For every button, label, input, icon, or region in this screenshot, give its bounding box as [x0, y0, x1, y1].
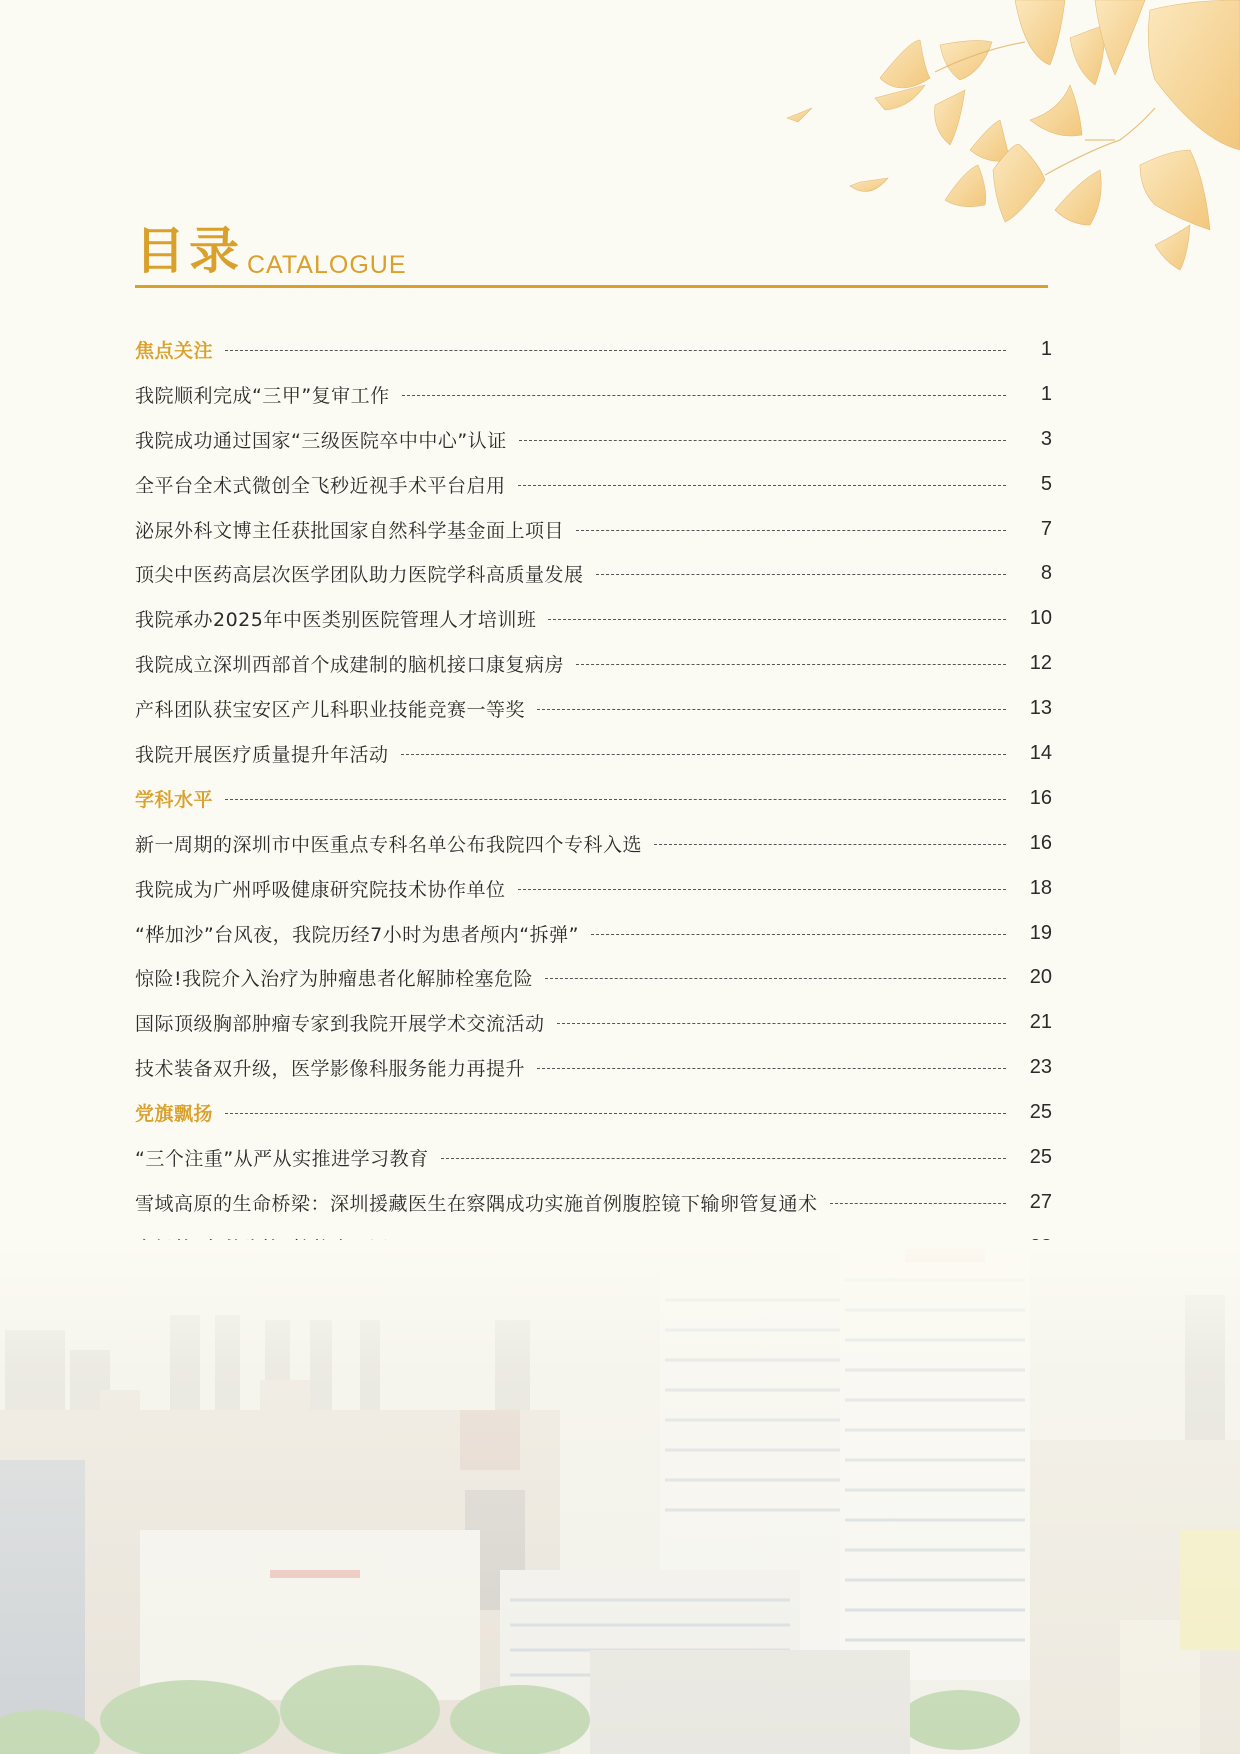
toc-label: 全平台全术式微创全飞秒近视手术平台启用: [135, 474, 506, 497]
dot-leader: [576, 664, 1006, 665]
table-of-contents: [135, 327, 1052, 1270]
toc-item[interactable]: [135, 596, 1052, 641]
toc-label: 我院成功通过国家“三级医院卒中中心”认证: [135, 429, 507, 452]
dot-leader: [225, 799, 1006, 800]
dot-leader: [591, 934, 1006, 935]
toc-label: 顶尖中医药高层次医学团队助力医院学科高质量发展: [135, 564, 584, 587]
toc-page-number: 14: [1029, 741, 1052, 764]
page-subtitle: CATALOGUE: [247, 251, 407, 279]
toc-label: 焦点关注: [135, 339, 214, 362]
toc-item[interactable]: [135, 1135, 1052, 1180]
toc-label: 学科水平: [135, 788, 214, 811]
toc-label: 泌尿外科文博主任获批国家自然科学基金面上项目: [135, 519, 565, 542]
dot-leader: [518, 889, 1006, 890]
toc-page-number: 27: [1029, 1190, 1052, 1213]
toc-page-number: 12: [1029, 652, 1052, 675]
hospital-cityscape-photo: [0, 1240, 1240, 1754]
dot-leader: [401, 754, 1006, 755]
dot-leader: [402, 395, 1006, 396]
toc-label: “桦加沙”台风夜，我院历经7小时为患者颅内“拆弹”: [135, 923, 579, 946]
dot-leader: [548, 619, 1006, 620]
dot-leader: [545, 978, 1006, 979]
toc-item[interactable]: [135, 821, 1052, 866]
toc-item[interactable]: [135, 731, 1052, 776]
toc-page-number: 16: [1029, 831, 1052, 854]
dot-leader: [519, 440, 1006, 441]
dot-leader: [596, 574, 1006, 575]
toc-item[interactable]: [135, 911, 1052, 956]
dot-leader: [441, 1158, 1006, 1159]
toc-page-number: 25: [1029, 1101, 1052, 1124]
toc-page-number: 21: [1029, 1011, 1052, 1034]
toc-label: 我院承办2025年中医类别医院管理人才培训班: [135, 609, 537, 632]
toc-page-number: 16: [1029, 786, 1052, 809]
toc-label: 党旗飘扬: [135, 1103, 214, 1126]
toc-item[interactable]: [135, 1180, 1052, 1225]
catalogue-header: [135, 222, 1048, 292]
toc-label: 新一周期的深圳市中医重点专科名单公布我院四个专科入选: [135, 833, 643, 856]
dot-leader: [225, 350, 1006, 351]
dot-leader: [537, 1068, 1006, 1069]
toc-page-number: 20: [1029, 966, 1052, 989]
toc-page-number: 10: [1029, 607, 1052, 630]
toc-item[interactable]: [135, 507, 1052, 552]
toc-label: 我院顺利完成“三甲”复审工作: [135, 384, 390, 407]
dot-leader: [225, 1113, 1006, 1114]
toc-page-number: 1: [1040, 382, 1052, 405]
toc-label: 国际顶级胸部肿瘤专家到我院开展学术交流活动: [135, 1013, 545, 1036]
dot-leader: [557, 1023, 1006, 1024]
dot-leader: [654, 844, 1006, 845]
toc-page-number: 18: [1029, 876, 1052, 899]
toc-label: “三个注重”从严从实推进学习教育: [135, 1147, 429, 1170]
toc-page-number: 23: [1029, 1056, 1052, 1079]
toc-item[interactable]: [135, 955, 1052, 1000]
toc-item[interactable]: [135, 417, 1052, 462]
toc-item[interactable]: [135, 1045, 1052, 1090]
toc-item[interactable]: [135, 462, 1052, 507]
toc-section-party[interactable]: [135, 1090, 1052, 1135]
page-title: 目录: [135, 222, 243, 280]
dot-leader: [537, 709, 1006, 710]
dot-leader: [518, 485, 1006, 486]
toc-item[interactable]: [135, 551, 1052, 596]
toc-page-number: 1: [1040, 337, 1052, 360]
dot-leader: [830, 1203, 1006, 1204]
dot-leader: [576, 530, 1006, 531]
toc-page-number: 13: [1029, 697, 1052, 720]
toc-page-number: 3: [1040, 427, 1052, 450]
toc-label: 雪域高原的生命桥梁：深圳援藏医生在察隅成功实施首例腹腔镜下输卵管复通术: [135, 1192, 818, 1215]
toc-page-number: 5: [1040, 472, 1052, 495]
toc-section-focus[interactable]: [135, 327, 1052, 372]
toc-label: 我院成为广州呼吸健康研究院技术协作单位: [135, 878, 506, 901]
toc-item[interactable]: [135, 641, 1052, 686]
toc-item[interactable]: [135, 1000, 1052, 1045]
toc-label: 我院成立深圳西部首个成建制的脑机接口康复病房: [135, 654, 565, 677]
toc-item[interactable]: [135, 866, 1052, 911]
title-divider: [135, 285, 1048, 288]
toc-page-number: 25: [1029, 1145, 1052, 1168]
toc-label: 产科团队获宝安区产儿科职业技能竞赛一等奖: [135, 699, 526, 722]
toc-item[interactable]: [135, 372, 1052, 417]
toc-page-number: 19: [1029, 921, 1052, 944]
toc-page-number: 8: [1040, 562, 1052, 585]
toc-section-discipline[interactable]: [135, 776, 1052, 821]
toc-label: 我院开展医疗质量提升年活动: [135, 743, 389, 766]
toc-label: 惊险!我院介入治疗为肿瘤患者化解肺栓塞危险: [135, 968, 534, 991]
toc-item[interactable]: [135, 686, 1052, 731]
toc-label: 技术装备双升级，医学影像科服务能力再提升: [135, 1058, 526, 1081]
toc-page-number: 7: [1040, 517, 1052, 540]
